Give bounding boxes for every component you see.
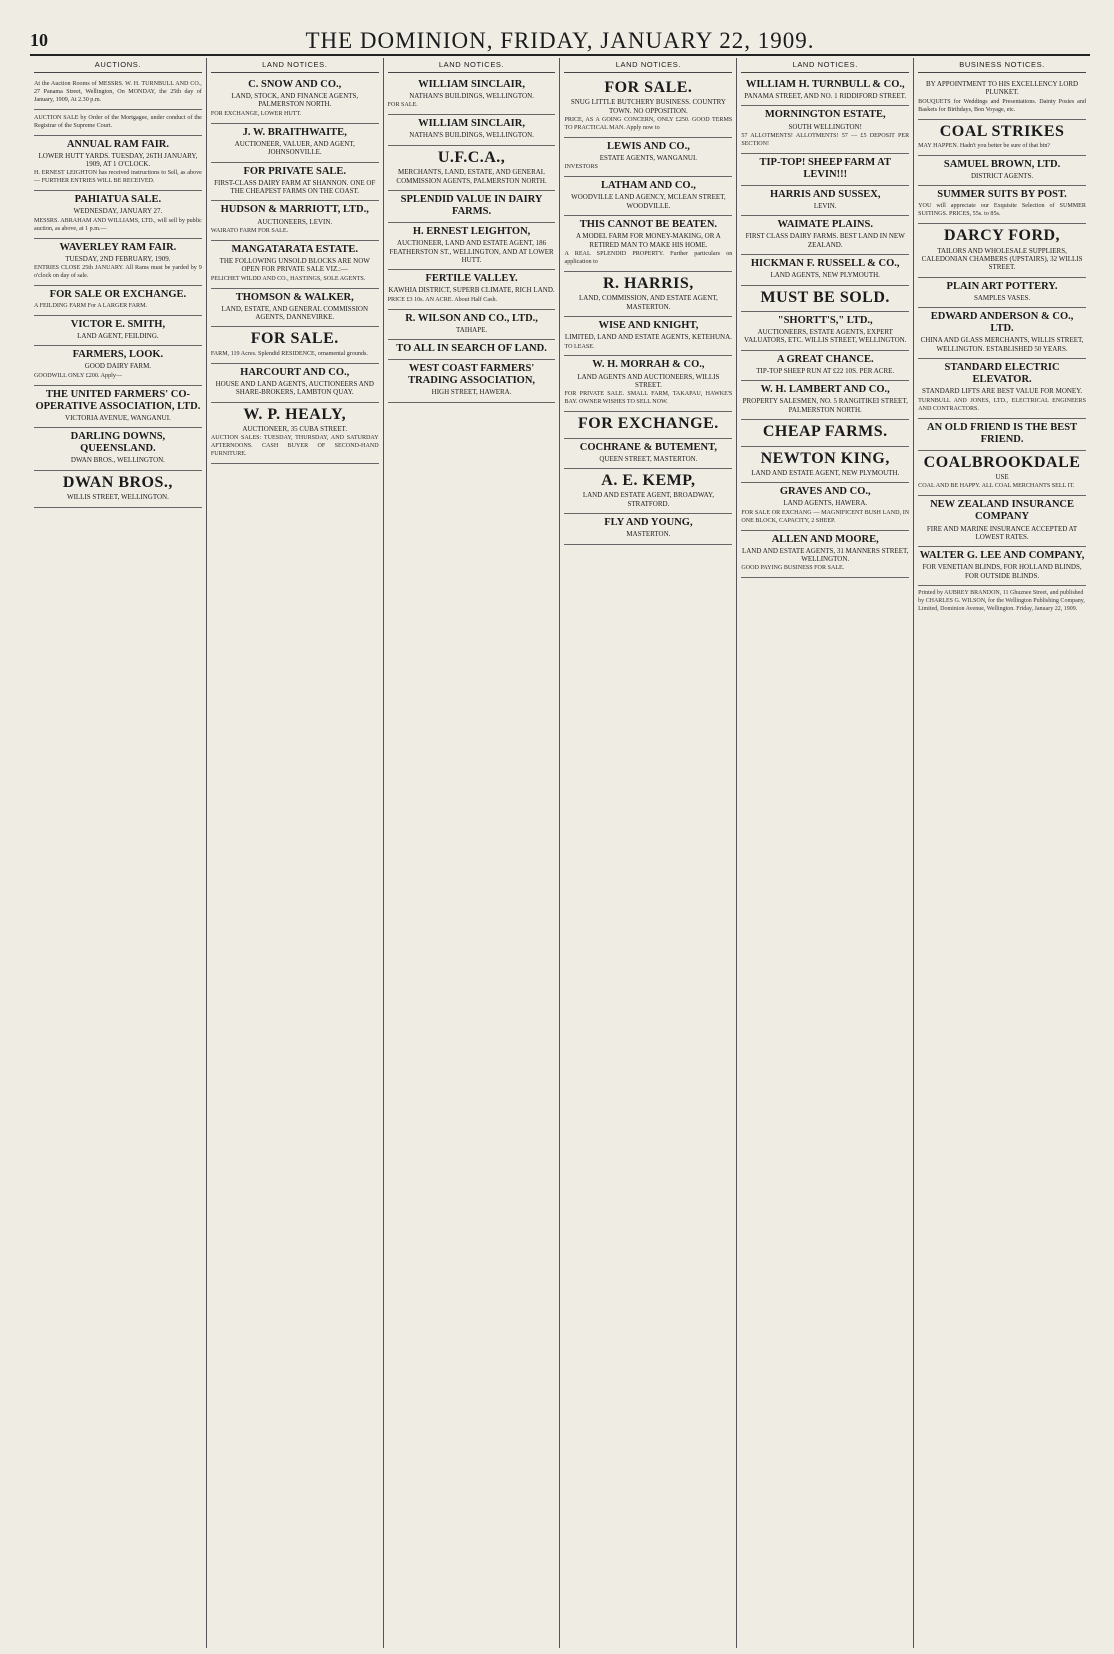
- ad-subtitle: SNUG LITTLE BUTCHERY BUSINESS. COUNTRY TOWN. NO OPPOSITION.: [570, 98, 726, 115]
- advertisement: [388, 115, 556, 145]
- ad-subtitle: TUESDAY, 2ND FEBRUARY, 1909.: [65, 254, 171, 263]
- column-header: LAND NOTICES.: [388, 58, 556, 73]
- imprint-note: Printed by AUBREY BRANDON, 11 Ghuznee Street, and published by CHARLES G. WILSON, for the Wellington Publishing Company, Limited, Dominion Avenue, Wellington. Friday, January 22, 1909.: [918, 590, 1085, 612]
- ad-body: FOR SALE OR EXCHANG — MAGNIFICENT BUSH LAND, IN ONE BLOCK, CAPACITY, 2 SHEEP.: [741, 509, 910, 524]
- ad-subtitle: LOWER HUTT YARDS. TUESDAY, 26TH JANUARY, 1909, AT 1 O'CLOCK.: [38, 151, 198, 169]
- column-4: [559, 58, 736, 1648]
- advertisement: [564, 272, 732, 317]
- ad-title: HARCOURT AND CO.,: [240, 366, 350, 378]
- ad-subtitle: WILLIS STREET, WELLINGTON.: [66, 493, 169, 502]
- advertisement: [564, 216, 732, 272]
- ad-subtitle: LAND AGENTS, NEW PLYMOUTH.: [770, 271, 880, 280]
- ad-subtitle: DWAN BROS., WELLINGTON.: [70, 456, 165, 465]
- advertisement: [741, 255, 909, 285]
- ad-body: GOODWILL ONLY £200. Apply—: [34, 372, 122, 379]
- ad-subtitle: FIRE AND MARINE INSURANCE ACCEPTED AT LOWEST RATES.: [926, 524, 1078, 541]
- ad-title: PAHIATUA SALE.: [74, 194, 162, 206]
- ad-body: FOR SALE.: [387, 102, 418, 109]
- ad-subtitle: BY APPOINTMENT TO HIS EXCELLENCY LORD PLUNKET.: [925, 80, 1079, 97]
- ad-subtitle: LAND AGENTS, HAWERA.: [783, 499, 868, 508]
- advertisement: [918, 278, 1086, 308]
- ad-title: H. ERNEST LEIGHTON,: [412, 226, 531, 238]
- ad-body: FOR EXCHANGE, LOWER HUTT.: [210, 110, 302, 117]
- ad-title: WILLIAM SINCLAIR,: [418, 79, 525, 90]
- ad-title: PLAIN ART POTTERY.: [946, 280, 1058, 292]
- ad-title: W. H. LAMBERT AND CO.,: [760, 384, 890, 396]
- advertisement: [741, 312, 909, 351]
- advertisement: [564, 76, 732, 138]
- advertisement: [564, 177, 732, 216]
- advertisement: [564, 317, 732, 356]
- ad-title: DARLING DOWNS, QUEENSLAND.: [70, 431, 166, 455]
- masthead: [30, 28, 1090, 56]
- ad-title: WISE AND KNIGHT,: [598, 320, 699, 332]
- ad-title: THOMSON & WALKER,: [235, 291, 354, 303]
- ad-subtitle: LAND AGENT, FEILDING.: [77, 331, 159, 340]
- ad-title: C. SNOW AND CO.,: [248, 79, 342, 90]
- ad-title: AN OLD FRIEND IS THE BEST FRIEND.: [927, 421, 1078, 445]
- ad-subtitle: A MODEL FARM FOR MONEY-MAKING, OR A RETIRED MAN TO MAKE HIS HOME.: [575, 232, 721, 249]
- ad-title: WILLIAM SINCLAIR,: [418, 118, 525, 130]
- ad-title: HARRIS AND SUSSEX,: [769, 188, 881, 200]
- ad-body: H. ERNEST LEIGHTON has received instructions to Sell, as above— FURTHER ENTRIES WILL BE RECEIVED.: [34, 170, 202, 185]
- advertisement: [211, 289, 379, 328]
- ad-subtitle: FOR VENETIAN BLINDS, FOR HOLLAND BLINDS, FOR OUTSIDE BLINDS.: [922, 563, 1082, 580]
- column-header: BUSINESS NOTICES.: [918, 58, 1086, 73]
- ad-title: TIP-TOP! SHEEP FARM AT LEVIN!!!: [759, 156, 891, 180]
- ad-title: WEST COAST FARMERS' TRADING ASSOCIATION,: [408, 363, 536, 387]
- ad-subtitle: LAND, STOCK, AND FINANCE AGENTS, PALMERSTON NORTH.: [231, 92, 359, 109]
- ad-title: WALTER G. LEE AND COMPANY,: [919, 550, 1085, 562]
- ad-subtitle: HOUSE AND LAND AGENTS, AUCTIONEERS AND SHARE-BROKERS, LAMBTON QUAY.: [215, 379, 374, 397]
- ad-title: HUDSON & MARRIOTT, LTD.,: [220, 204, 369, 216]
- ad-subtitle: FIRST-CLASS DAIRY FARM AT SHANNON. ONE OF THE CHEAPEST FARMS ON THE COAST.: [214, 178, 376, 196]
- ad-subtitle: ESTATE AGENTS, WANGANUI.: [599, 154, 698, 163]
- ad-body: TO LEASE.: [564, 343, 595, 350]
- ad-body: MAY HAPPEN. Hadn't you better be sure of that bin?: [918, 143, 1051, 150]
- ad-title: COALBROOKDALE: [923, 453, 1081, 471]
- ad-title: GRAVES AND CO.,: [779, 486, 871, 498]
- advertisement: [564, 412, 732, 438]
- ad-title: NEWTON KING,: [760, 449, 890, 467]
- ad-subtitle: AUCTIONEER, LAND AND ESTATE AGENT, 186 FEATHERSTON ST., WELLINGTON, AND AT LOWER HUTT.: [389, 239, 554, 264]
- columns: [30, 58, 1090, 1648]
- advertisement: [741, 216, 909, 255]
- ad-body: TURNBULL AND JONES, LTD., ELECTRICAL ENGINEERS AND CONTRACTORS.: [918, 397, 1086, 412]
- ad-subtitle: PROPERTY SALESMEN, NO. 5 RANGITIKEI STREET, PALMERSTON NORTH.: [742, 397, 908, 414]
- ad-subtitle: TIP-TOP SHEEP RUN AT £22 10S. PER ACRE.: [756, 366, 895, 375]
- advertisement: [741, 531, 909, 579]
- column-2: [206, 58, 383, 1648]
- advertisement: [388, 270, 556, 309]
- column-6: [913, 58, 1090, 1648]
- ad-title: THIS CANNOT BE BEATEN.: [579, 219, 718, 231]
- advertisement: [388, 76, 556, 115]
- column-5: [736, 58, 913, 1648]
- advertisement: [918, 359, 1086, 418]
- advertisement: [388, 223, 556, 270]
- ad-title: FOR PRIVATE SALE.: [243, 165, 347, 177]
- page-number: 10: [30, 30, 48, 50]
- ad-subtitle: LAND AGENTS AND AUCTIONEERS, WILLIS STREET.: [577, 372, 720, 389]
- advertisement: [34, 316, 202, 346]
- ad-title: FERTILE VALLEY.: [425, 273, 518, 285]
- ad-subtitle: NATHAN'S BUILDINGS, WELLINGTON.: [409, 131, 534, 140]
- ad-title: FOR SALE.: [604, 79, 693, 96]
- ad-title: ALLEN AND MOORE,: [771, 533, 879, 545]
- advertisement: [918, 120, 1086, 156]
- advertisement: [741, 351, 909, 381]
- advertisement: [741, 154, 909, 186]
- advertisement: [564, 138, 732, 177]
- advertisement: [34, 428, 202, 471]
- advertisement: [741, 483, 909, 530]
- ad-title: MORNINGTON ESTATE,: [764, 109, 886, 121]
- ad-title: SAMUEL BROWN, LTD.: [943, 158, 1061, 170]
- advertisement: [564, 356, 732, 412]
- advertisement: [388, 310, 556, 340]
- ad-body: FOR PRIVATE SALE. SMALL FARM, TAKAPAU, HAWKE'S BAY. OWNER WISHES TO SELL NOW.: [564, 391, 733, 406]
- advertisement: [211, 76, 379, 124]
- advertisement: [918, 186, 1086, 224]
- advertisement: [918, 156, 1086, 186]
- advertisement: [34, 471, 202, 508]
- ad-title: COCHRANE & BUTEMENT,: [579, 441, 717, 453]
- ad-subtitle: THE FOLLOWING UNSOLD BLOCKS ARE NOW OPEN FOR PRIVATE SALE VIZ.:—: [219, 256, 370, 274]
- advertisement: [388, 146, 556, 191]
- ad-body: A REAL SPLENDID PROPERTY. Further particulars on application to: [564, 251, 733, 265]
- ad-title: WILLIAM H. TURNBULL & CO.,: [745, 79, 905, 90]
- advertisement: [564, 469, 732, 514]
- ad-title: SPLENDID VALUE IN DAIRY FARMS.: [400, 194, 543, 218]
- ad-title: NEW ZEALAND INSURANCE COMPANY: [930, 499, 1075, 523]
- advertisement: [741, 186, 909, 216]
- column-header: AUCTIONS.: [34, 58, 202, 73]
- ad-subtitle: TAILORS AND WHOLESALE SUPPLIERS, CALEDONIAN CHAMBERS (UPSTAIRS), 32 WILLIS STREET.: [921, 246, 1083, 272]
- advertisement: [211, 364, 379, 403]
- advertisement: [388, 360, 556, 403]
- ad-subtitle: LAND, ESTATE, AND GENERAL COMMISSION AGENTS, DANNEVIRKE.: [221, 304, 369, 322]
- ad-title: STANDARD ELECTRIC ELEVATOR.: [944, 362, 1060, 386]
- ad-subtitle: USE: [995, 473, 1009, 482]
- advertisement: [918, 496, 1086, 547]
- advertisement: [211, 327, 379, 363]
- ad-subtitle: VICTORIA AVENUE, WANGANUI.: [65, 413, 171, 422]
- ad-title: WAIMATE PLAINS.: [777, 219, 873, 231]
- ad-subtitle: LAND AND ESTATE AGENT, NEW PLYMOUTH.: [751, 468, 900, 477]
- advertisement: [741, 420, 909, 446]
- advertisement: [741, 447, 909, 484]
- ad-title: LEWIS AND CO.,: [606, 141, 690, 153]
- ad-subtitle: LAND, COMMISSION, AND ESTATE AGENT, MASTERTON.: [579, 294, 718, 311]
- advertisement: [741, 286, 909, 312]
- advertisement: [211, 124, 379, 163]
- advertisement: [34, 386, 202, 429]
- ad-title: J. W. BRAITHWAITE,: [242, 126, 347, 138]
- ad-subtitle: SOUTH WELLINGTON!: [788, 122, 862, 131]
- ad-body: PELICHET WILDD AND CO., HASTINGS, SOLE AGENTS.: [210, 275, 366, 282]
- ad-body: WAIRATO FARM FOR SALE.: [210, 227, 289, 234]
- advertisement: [388, 340, 556, 360]
- ad-title: A GREAT CHANCE.: [776, 353, 874, 365]
- ad-title: W. H. MORRAH & CO.,: [592, 359, 705, 371]
- ad-title: COAL STRIKES: [939, 122, 1065, 140]
- ad-title: TO ALL IN SEARCH OF LAND.: [396, 343, 547, 355]
- ad-body: At the Auction Rooms of MESSRS. W. H. TURNBULL AND CO., 27 Panama Street, Wellington, On MONDAY, the 25th day of January, 1909, At 2.30 p.m.: [34, 81, 202, 103]
- ad-body: COAL AND BE HAPPY. ALL COAL MERCHANTS SELL IT.: [918, 483, 1075, 490]
- ad-subtitle: AUCTIONEERS, LEVIN.: [257, 217, 333, 226]
- ad-title: EDWARD ANDERSON & CO., LTD.: [930, 311, 1074, 335]
- ad-subtitle: DISTRICT AGENTS.: [971, 172, 1034, 180]
- ad-title: FARMERS, LOOK.: [72, 349, 164, 361]
- ad-subtitle: STANDARD LIFTS ARE BEST VALUE FOR MONEY.: [921, 387, 1083, 396]
- ad-title: U.F.C.A.,: [437, 148, 506, 166]
- ad-subtitle: GOOD DAIRY FARM.: [84, 362, 152, 371]
- ad-title: A. E. KEMP,: [601, 472, 696, 489]
- ad-subtitle: SAMPLES VASES.: [973, 293, 1031, 302]
- advertisement: [564, 514, 732, 544]
- ad-body: BOUQUETS for Weddings and Presentations. Dainty Posies and Baskets for Birthdays, Bon Voyage, etc.: [918, 98, 1086, 113]
- ad-body: YOU will appreciate our Exquisite Selection of SUMMER SUITINGS. PRICES, 55s. to 85s.: [918, 203, 1086, 218]
- ad-title: W. P. HEALY,: [243, 405, 347, 423]
- ad-subtitle: LAND AND ESTATE AGENT, BROADWAY, STRATFORD.: [582, 491, 714, 508]
- advertisement: [918, 547, 1086, 586]
- ad-body: AUCTION SALE by Order of the Mortgagee, under conduct of the Registrar of the Supreme Court.: [34, 114, 202, 129]
- ad-title: FOR SALE OR EXCHANGE.: [49, 288, 187, 300]
- advertisement: [918, 451, 1086, 497]
- advertisement: [34, 239, 202, 286]
- ad-subtitle: NATHAN'S BUILDINGS, WELLINGTON.: [409, 92, 534, 101]
- ad-subtitle: MERCHANTS, LAND, ESTATE, AND GENERAL COMMISSION AGENTS, PALMERSTON NORTH.: [396, 168, 547, 185]
- advertisement: [34, 136, 202, 192]
- ad-body: PRICE, AS A GOING CONCERN, ONLY £250. GOOD TERMS TO PRACTICAL MAN. Apply now to: [564, 117, 733, 132]
- ad-body: FARM, 119 Acres. Splendid RESIDENCE, ornamental grounds.: [210, 350, 368, 357]
- ad-body: ENTRIES CLOSE 25th JANUARY. All Rams must be yarded by 9 o'clock on day of sale.: [34, 265, 202, 279]
- ad-title: "SHORTT'S," LTD.,: [777, 315, 873, 327]
- ad-title: DWAN BROS.,: [62, 473, 173, 491]
- advertisement: [34, 346, 202, 385]
- advertisement: [34, 110, 202, 136]
- ad-title: MUST BE SOLD.: [760, 288, 890, 306]
- ad-subtitle: MASTERTON.: [626, 530, 671, 539]
- column-header: LAND NOTICES.: [564, 58, 732, 73]
- ad-title: MANGATARATA ESTATE.: [231, 243, 359, 255]
- ad-title: FLY AND YOUNG,: [604, 517, 693, 529]
- ad-body: 57 ALLOTMENTS! ALLOTMENTS! 57 — £5 DEPOSIT PER SECTION!: [741, 132, 910, 147]
- advertisement: [741, 381, 909, 420]
- ad-body: MESSRS. ABRAHAM AND WILLIAMS, LTD., will sell by public auction, as above, at 1 p.m.—: [34, 217, 202, 232]
- column-3: [383, 58, 560, 1648]
- ad-title: VICTOR E. SMITH,: [70, 318, 166, 330]
- ad-subtitle: LEVIN.: [813, 201, 837, 210]
- ad-title: SUMMER SUITS BY POST.: [937, 189, 1067, 201]
- ad-subtitle: KAWHIA DISTRICT, SUPERB CLIMATE, RICH LAND.: [388, 286, 555, 295]
- ad-subtitle: FIRST CLASS DAIRY FARMS. BEST LAND IN NEW ZEALAND.: [745, 232, 905, 249]
- ad-subtitle: AUCTIONEER, 35 CUBA STREET.: [242, 424, 348, 433]
- ad-subtitle: AUCTIONEER, VALUER, AND AGENT, JOHNSONVILLE.: [234, 139, 355, 157]
- ad-subtitle: AUCTIONEERS, ESTATE AGENTS, EXPERT VALUATORS, ETC. WILLIS STREET, WELLINGTON.: [743, 328, 907, 345]
- advertisement: [34, 76, 202, 110]
- advertisement: [918, 308, 1086, 359]
- masthead-title: THE DOMINION, FRIDAY, JANUARY 22, 1909.: [305, 28, 815, 53]
- advertisement: [34, 191, 202, 238]
- ad-body: AUCTION SALES: TUESDAY, THURSDAY, AND SATURDAY AFTERNOONS. CASH BUYER OF SECOND-HAND FURNITURE.: [210, 435, 379, 458]
- column-header: LAND NOTICES.: [741, 58, 909, 73]
- ad-subtitle: LAND AND ESTATE AGENTS, 31 MANNERS STREET, WELLINGTON.: [741, 546, 909, 564]
- ad-body: PRICE £3 10s. AN ACRE. About Half Cash.: [387, 296, 498, 303]
- ad-subtitle: WEDNESDAY, JANUARY 27.: [73, 207, 163, 216]
- ad-subtitle: HIGH STREET, HAWERA.: [431, 388, 512, 397]
- ad-title: HICKMAN F. RUSSELL & CO.,: [750, 258, 900, 270]
- ad-subtitle: CHINA AND GLASS MERCHANTS, WILLIS STREET, WELLINGTON. ESTABLISHED 50 YEARS.: [920, 336, 1084, 353]
- advertisement: [918, 419, 1086, 451]
- ad-subtitle: LIMITED, LAND AND ESTATE AGENTS, KETEHUNA.: [564, 333, 732, 342]
- ad-title: ANNUAL RAM FAIR.: [66, 138, 169, 150]
- ad-title: WAVERLEY RAM FAIR.: [59, 241, 177, 253]
- ad-body: INVESTORS: [564, 164, 598, 171]
- ad-title: DARCY FORD,: [944, 227, 1061, 245]
- ad-body: A FEILDING FARM For A LARGER FARM.: [34, 302, 148, 309]
- advertisement: [211, 403, 379, 465]
- ad-subtitle: QUEEN STREET, MASTERTON.: [599, 454, 698, 463]
- ad-title: LATHAM AND CO.,: [600, 180, 696, 192]
- column-header: LAND NOTICES.: [211, 58, 379, 73]
- advertisement: [211, 201, 379, 240]
- advertisement: [564, 439, 732, 469]
- advertisement: [741, 106, 909, 153]
- ad-title: R. HARRIS,: [603, 274, 694, 292]
- ad-title: CHEAP FARMS.: [762, 423, 888, 441]
- advertisement: [34, 286, 202, 316]
- ad-title: FOR SALE.: [250, 330, 339, 348]
- ad-body: GOOD PAYING BUSINESS FOR SALE.: [741, 565, 845, 572]
- ad-subtitle: WOODVILLE LAND AGENCY, MCLEAN STREET, WOODVILLE.: [571, 193, 726, 210]
- advertisement: [211, 163, 379, 202]
- ad-title: THE UNITED FARMERS' CO-OPERATIVE ASSOCIATION, LTD.: [35, 388, 201, 412]
- column-1: [30, 58, 206, 1648]
- ad-title: R. WILSON AND CO., LTD.,: [405, 312, 538, 324]
- advertisement: [388, 191, 556, 223]
- advertisement: [211, 241, 379, 289]
- ad-title: FOR EXCHANGE.: [578, 415, 719, 433]
- advertisement: [918, 224, 1086, 278]
- ad-subtitle: TAIHAPE.: [456, 325, 488, 334]
- ad-subtitle: PANAMA STREET, AND NO. 1 RIDDIFORD STREET.: [744, 92, 907, 101]
- advertisement: [918, 76, 1086, 120]
- advertisement: [741, 76, 909, 106]
